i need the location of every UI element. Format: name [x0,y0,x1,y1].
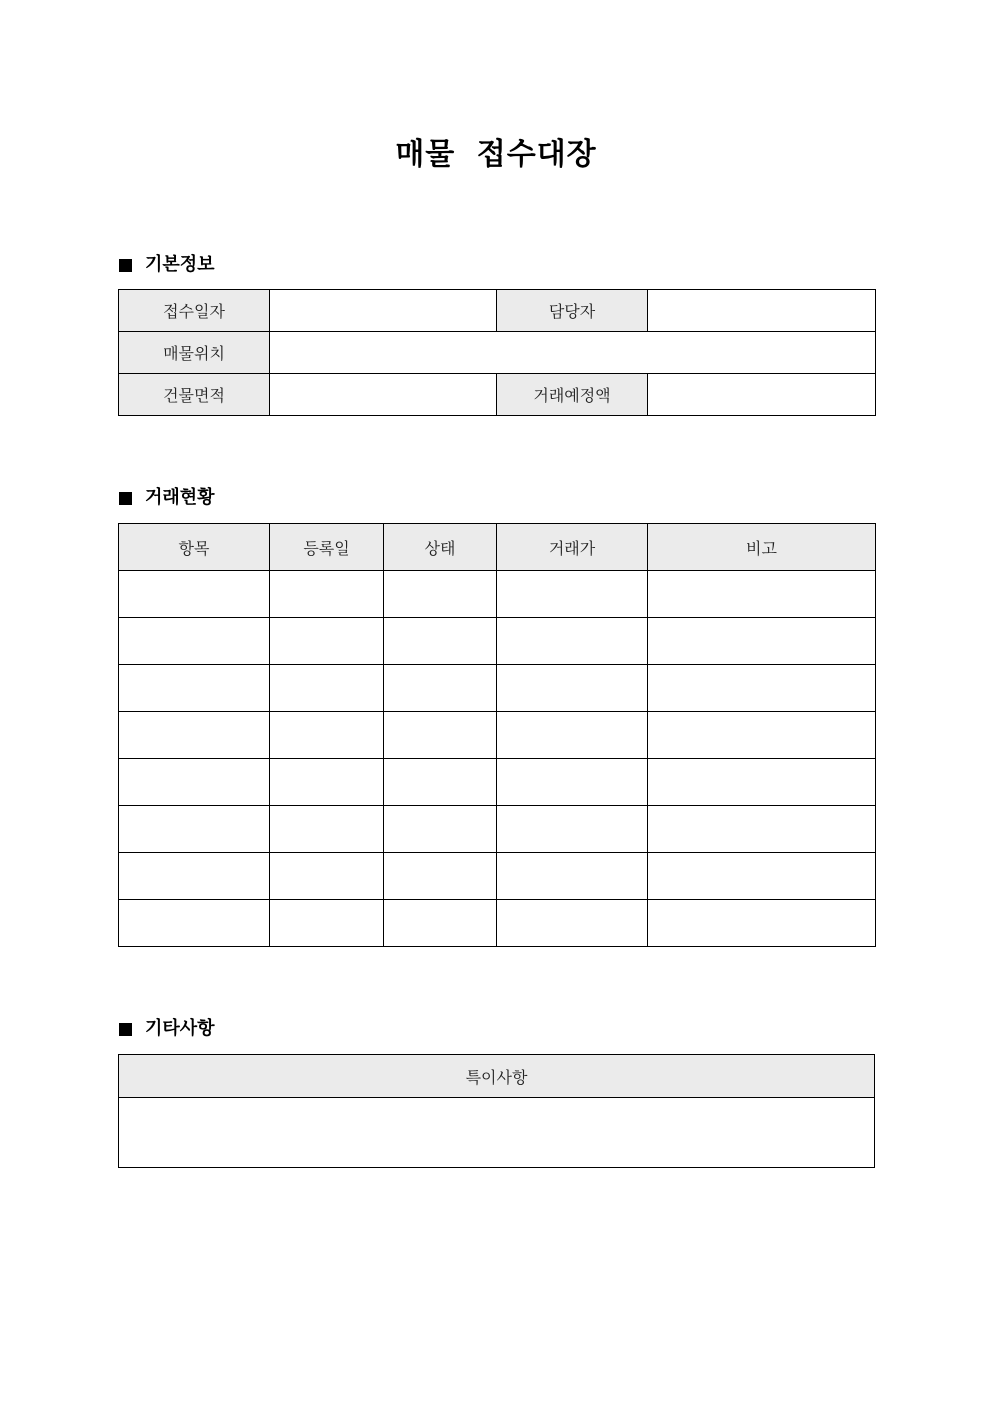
receipt-date-label: 접수일자 [119,290,270,332]
receipt-date-field[interactable] [270,290,497,332]
price-cell[interactable] [497,665,648,712]
special-notes-field[interactable] [119,1098,875,1168]
table-row [119,665,876,712]
column-header-item: 항목 [119,524,270,571]
price-cell[interactable] [497,712,648,759]
trade-status-table [118,523,876,947]
status-cell[interactable] [384,900,497,947]
remarks-cell[interactable] [648,571,876,618]
section-heading-label: 기타사항 [145,1018,215,1039]
table-row [119,374,876,416]
registered-date-cell[interactable] [270,759,384,806]
section-heading-trade [119,486,215,510]
remarks-cell[interactable] [648,900,876,947]
square-bullet-icon [119,492,132,505]
item-cell[interactable] [119,618,270,665]
table-row [119,712,876,759]
status-cell[interactable] [384,759,497,806]
manager-label: 담당자 [497,290,648,332]
registered-date-cell[interactable] [270,665,384,712]
page-title: 매물 접수대장 [395,137,597,172]
price-cell[interactable] [497,618,648,665]
expected-amount-label: 거래예정액 [497,374,648,416]
table-row [119,853,876,900]
table-row [119,806,876,853]
location-field[interactable] [270,332,876,374]
special-notes-label: 특이사항 [119,1055,875,1098]
column-header-remarks: 비고 [648,524,876,571]
table-header-row [119,524,876,571]
square-bullet-icon [119,1023,132,1036]
status-cell[interactable] [384,806,497,853]
item-cell[interactable] [119,759,270,806]
remarks-cell[interactable] [648,806,876,853]
column-header-registered-date: 등록일 [270,524,384,571]
registered-date-cell[interactable] [270,571,384,618]
registered-date-cell[interactable] [270,853,384,900]
manager-field[interactable] [648,290,876,332]
price-cell[interactable] [497,571,648,618]
price-cell[interactable] [497,853,648,900]
status-cell[interactable] [384,853,497,900]
column-header-price: 거래가 [497,524,648,571]
item-cell[interactable] [119,571,270,618]
table-header-row [119,1055,875,1098]
registered-date-cell[interactable] [270,618,384,665]
item-cell[interactable] [119,853,270,900]
status-cell[interactable] [384,665,497,712]
expected-amount-field[interactable] [648,374,876,416]
price-cell[interactable] [497,759,648,806]
remarks-cell[interactable] [648,665,876,712]
section-heading-label: 기본정보 [145,254,215,275]
item-cell[interactable] [119,712,270,759]
item-cell[interactable] [119,900,270,947]
table-row [119,618,876,665]
location-label: 매물위치 [119,332,270,374]
table-row [119,571,876,618]
status-cell[interactable] [384,712,497,759]
registered-date-cell[interactable] [270,712,384,759]
remarks-cell[interactable] [648,853,876,900]
item-cell[interactable] [119,665,270,712]
registered-date-cell[interactable] [270,900,384,947]
section-heading-label: 거래현황 [145,487,215,508]
remarks-cell[interactable] [648,759,876,806]
table-row [119,759,876,806]
status-cell[interactable] [384,618,497,665]
building-area-label: 건물면적 [119,374,270,416]
remarks-cell[interactable] [648,712,876,759]
table-row [119,900,876,947]
table-row [119,290,876,332]
price-cell[interactable] [497,900,648,947]
column-header-status: 상태 [384,524,497,571]
square-bullet-icon [119,259,132,272]
building-area-field[interactable] [270,374,497,416]
status-cell[interactable] [384,571,497,618]
registered-date-cell[interactable] [270,806,384,853]
section-heading-etc [119,1017,215,1041]
table-row [119,1098,875,1168]
section-heading-basic [119,253,215,277]
item-cell[interactable] [119,806,270,853]
basic-info-table [118,289,876,416]
price-cell[interactable] [497,806,648,853]
table-row [119,332,876,374]
etc-table [118,1054,875,1168]
remarks-cell[interactable] [648,618,876,665]
